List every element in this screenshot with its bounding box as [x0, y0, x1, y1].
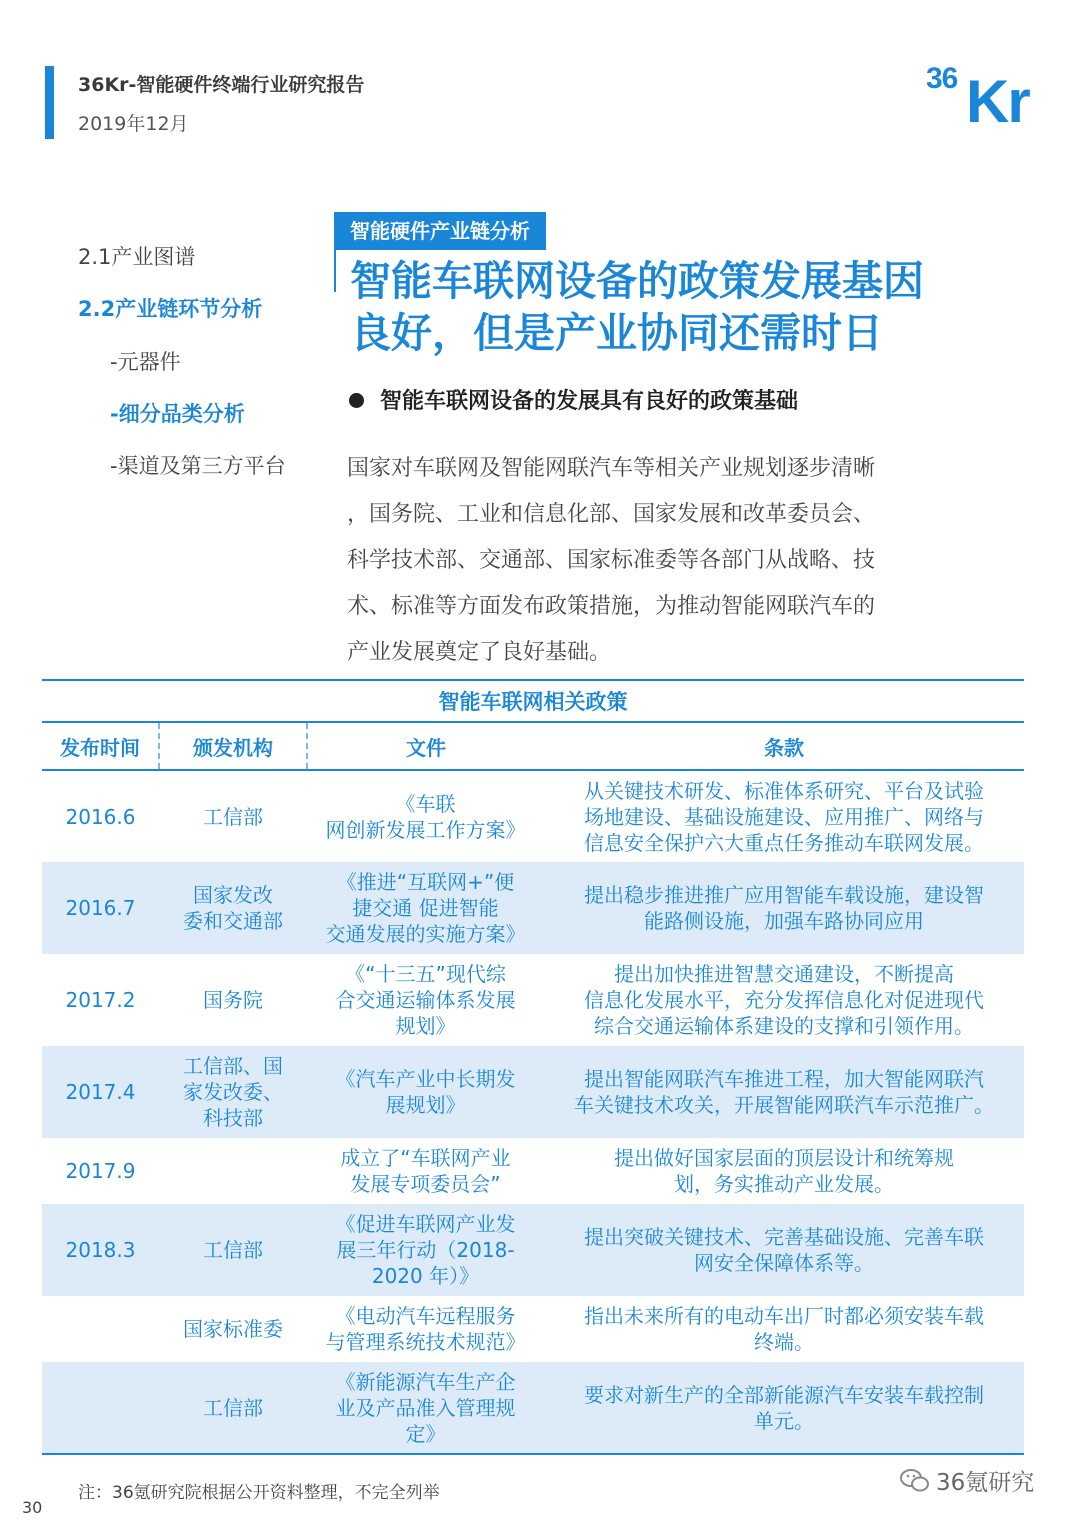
- cell-document-line: 规划》: [395, 1014, 456, 1038]
- body-paragraph: [347, 446, 969, 676]
- cell-document-line: 合交通运输体系发展: [335, 988, 516, 1012]
- cell-agency-line: 科技部: [203, 1106, 263, 1130]
- cell-document-line: 捷交通 促进智能: [352, 896, 499, 920]
- cell-document-line: 《推进“互联网+”便: [336, 870, 515, 894]
- cell-date-text: 2016.7: [65, 896, 136, 920]
- cell-document-line: 《新能源汽车生产企: [335, 1369, 516, 1394]
- cell-date-text: 2017.9: [65, 1159, 136, 1183]
- sidebar-item-chain-analysis[interactable]: 2.2产业链环节分析: [78, 297, 263, 321]
- cell-agency: [159, 1046, 307, 1138]
- cell-date: [42, 1046, 159, 1138]
- report-date: 2019年12月: [78, 113, 189, 135]
- footnote: 注：36氪研究院根据公开资料整理，不完全列举: [78, 1483, 440, 1503]
- body-line: 科学技术部、交通部、国家标准委等各部门从战略、技: [347, 548, 876, 573]
- cell-date: [42, 770, 159, 862]
- cell-date-text: 2017.4: [65, 1080, 136, 1104]
- cell-document-line: 《促进车联网产业发: [335, 1212, 516, 1236]
- column-header-agency: 颁发机构: [159, 722, 307, 770]
- column-header-document: 文件: [307, 722, 544, 770]
- cell-terms-line: 提出做好国家层面的顶层设计和统筹规: [614, 1146, 954, 1170]
- cell-document-line: 2020 年）》: [371, 1264, 480, 1288]
- cell-agency-line: 国务院: [203, 988, 263, 1012]
- cell-terms: [544, 770, 1024, 862]
- body-line: 国家对车联网及智能网联汽车等相关产业规划逐步清晰: [347, 456, 876, 481]
- cell-date: [42, 1362, 159, 1454]
- cell-terms: [544, 1296, 1024, 1362]
- cell-document-line: 《“十三五”现代综: [345, 962, 506, 986]
- watermark-text: 36氪研究: [936, 1470, 1035, 1496]
- cell-document-line: 展三年行动（2018-: [336, 1238, 515, 1262]
- sidebar-item-components[interactable]: -元器件: [110, 350, 181, 374]
- cell-agency: [159, 1296, 307, 1362]
- cell-date: [42, 1204, 159, 1296]
- table-row: [42, 1362, 1024, 1454]
- cell-date-text: 2018.3: [65, 1238, 136, 1262]
- cell-document: [307, 1296, 544, 1362]
- cell-agency-line: 工信部: [203, 1238, 263, 1262]
- cell-document: [307, 954, 544, 1046]
- cell-document-line: 成立了“车联网产业: [340, 1146, 511, 1170]
- watermark: [900, 1464, 1034, 1497]
- cell-terms-line: 网安全保障体系等。: [694, 1251, 874, 1275]
- column-header-terms: 条款: [544, 722, 1024, 770]
- cell-terms: [544, 1362, 1024, 1454]
- wechat-icon: [900, 1468, 930, 1494]
- cell-terms-line: 提出稳步推进推广应用智能车载设施，建设智: [584, 883, 984, 907]
- cell-document-line: 《汽车产业中长期发: [335, 1067, 516, 1091]
- cell-terms: [544, 1138, 1024, 1204]
- cell-agency: [159, 1362, 307, 1454]
- cell-terms-line: 指出未来所有的电动车出厂时都必须安装车载: [584, 1304, 984, 1328]
- table-row: [42, 1204, 1024, 1296]
- cell-agency-line: 工信部: [203, 804, 263, 829]
- cell-terms-line: 场地建设、基础设施建设、应用推广、网络与: [584, 804, 984, 829]
- cell-agency: [159, 862, 307, 954]
- cell-document-line: 交通发展的实施方案》: [325, 922, 526, 946]
- table-row: [42, 1138, 1024, 1204]
- svg-text:Kr: Kr: [966, 68, 1029, 128]
- cell-terms: [544, 862, 1024, 954]
- cell-agency-line: 工信部: [203, 1395, 263, 1420]
- cell-terms-line: 提出突破关键技术、完善基础设施、完善车联: [584, 1225, 984, 1249]
- cell-document: [307, 862, 544, 954]
- table-body: [42, 770, 1024, 1454]
- cell-document: [307, 1138, 544, 1204]
- cell-date: [42, 1138, 159, 1204]
- cell-document-line: 网创新发展工作方案》: [325, 817, 526, 842]
- cell-document-line: 业及产品准入管理规: [335, 1395, 516, 1420]
- table-row: [42, 770, 1024, 862]
- cell-terms-line: 单元。: [754, 1408, 814, 1433]
- cell-terms-line: 车关键技术攻关，开展智能网联汽车示范推广。: [574, 1093, 994, 1117]
- cell-terms: [544, 1204, 1024, 1296]
- page-title: [350, 255, 1030, 359]
- page-title-line: 良好，但是产业协同还需时日: [350, 309, 883, 357]
- page-number: 30: [22, 1498, 43, 1517]
- cell-agency-line: 国家发改: [193, 883, 273, 907]
- cell-document: [307, 770, 544, 862]
- cell-document-line: 与管理系统技术规范》: [325, 1330, 526, 1354]
- cell-date-text: 2017.2: [65, 988, 136, 1012]
- body-line: ，国务院、工业和信息化部、国家发展和改革委员会、: [347, 502, 876, 527]
- cell-agency: [159, 1138, 307, 1204]
- cell-agency-line: 家发改委、: [183, 1080, 283, 1104]
- cell-agency-line: 委和交通部: [183, 909, 283, 933]
- cell-agency: [159, 1204, 307, 1296]
- bullet-dot: [349, 393, 364, 408]
- cell-terms-line: 综合交通运输体系建设的支撑和引领作用。: [594, 1014, 974, 1038]
- cell-date-text: 2016.6: [65, 804, 136, 829]
- page-title-line: 智能车联网设备的政策发展基因: [350, 257, 924, 305]
- bullet-heading: 智能车联网设备的发展具有良好的政策基础: [380, 389, 799, 414]
- body-line: 术、标准等方面发布政策措施，为推动智能网联汽车的: [347, 594, 876, 619]
- table-header-row: [42, 722, 1024, 770]
- section-tag: 智能硬件产业链分析: [336, 212, 546, 250]
- svg-text:36: 36: [926, 62, 958, 95]
- cell-document-line: 定》: [405, 1421, 446, 1446]
- cell-document-line: 发展专项委员会”: [350, 1172, 501, 1196]
- cell-terms-line: 提出加快推进智慧交通建设，不断提高: [614, 962, 954, 986]
- column-header-date: 发布时间: [42, 722, 159, 770]
- cell-document: [307, 1204, 544, 1296]
- policy-table: [42, 679, 1024, 1455]
- sidebar-item-category-analysis[interactable]: -细分品类分析: [110, 402, 245, 426]
- cell-terms-line: 要求对新生产的全部新能源汽车安装车载控制: [584, 1382, 984, 1407]
- cell-terms-line: 信息安全保护六大重点任务推动车联网发展。: [584, 830, 984, 855]
- sidebar-item-industry-map[interactable]: 2.1产业图谱: [78, 245, 196, 269]
- cell-terms-line: 信息化发展水平，充分发挥信息化对促进现代: [584, 988, 984, 1012]
- sidebar-item-channels[interactable]: -渠道及第三方平台: [110, 454, 286, 478]
- cell-agency-line: 工信部、国: [183, 1054, 283, 1078]
- cell-document-line: 《车联: [395, 791, 456, 816]
- cell-document: [307, 1046, 544, 1138]
- cell-terms-line: 从关键技术研发、标准体系研究、平台及试验: [584, 778, 984, 803]
- cell-terms: [544, 954, 1024, 1046]
- cell-document-line: 展规划》: [385, 1093, 466, 1117]
- cell-agency: [159, 954, 307, 1046]
- cell-terms: [544, 1046, 1024, 1138]
- header-accent-bar: [45, 66, 54, 139]
- cell-terms-line: 提出智能网联汽车推进工程，加大智能网联汽: [584, 1067, 984, 1091]
- table-caption-row: [42, 680, 1024, 722]
- table-row: [42, 862, 1024, 954]
- cell-date: [42, 1296, 159, 1362]
- report-title: 36Kr-智能硬件终端行业研究报告: [78, 74, 365, 96]
- 36kr-logo: [926, 58, 1046, 128]
- cell-terms-line: 能路侧设施，加强车路协同应用: [644, 909, 924, 933]
- table-caption: 智能车联网相关政策: [42, 680, 1024, 722]
- table-row: [42, 954, 1024, 1046]
- cell-date: [42, 954, 159, 1046]
- cell-agency-line: 国家标准委: [183, 1317, 283, 1341]
- table-row: [42, 1296, 1024, 1362]
- cell-agency: [159, 770, 307, 862]
- body-line: 产业发展奠定了良好基础。: [347, 640, 612, 665]
- cell-document-line: 《电动汽车远程服务: [335, 1304, 516, 1328]
- cell-terms-line: 终端。: [754, 1330, 814, 1354]
- cell-document: [307, 1362, 544, 1454]
- table-row: [42, 1046, 1024, 1138]
- cell-terms-line: 划，务实推动产业发展。: [674, 1172, 894, 1196]
- cell-date: [42, 862, 159, 954]
